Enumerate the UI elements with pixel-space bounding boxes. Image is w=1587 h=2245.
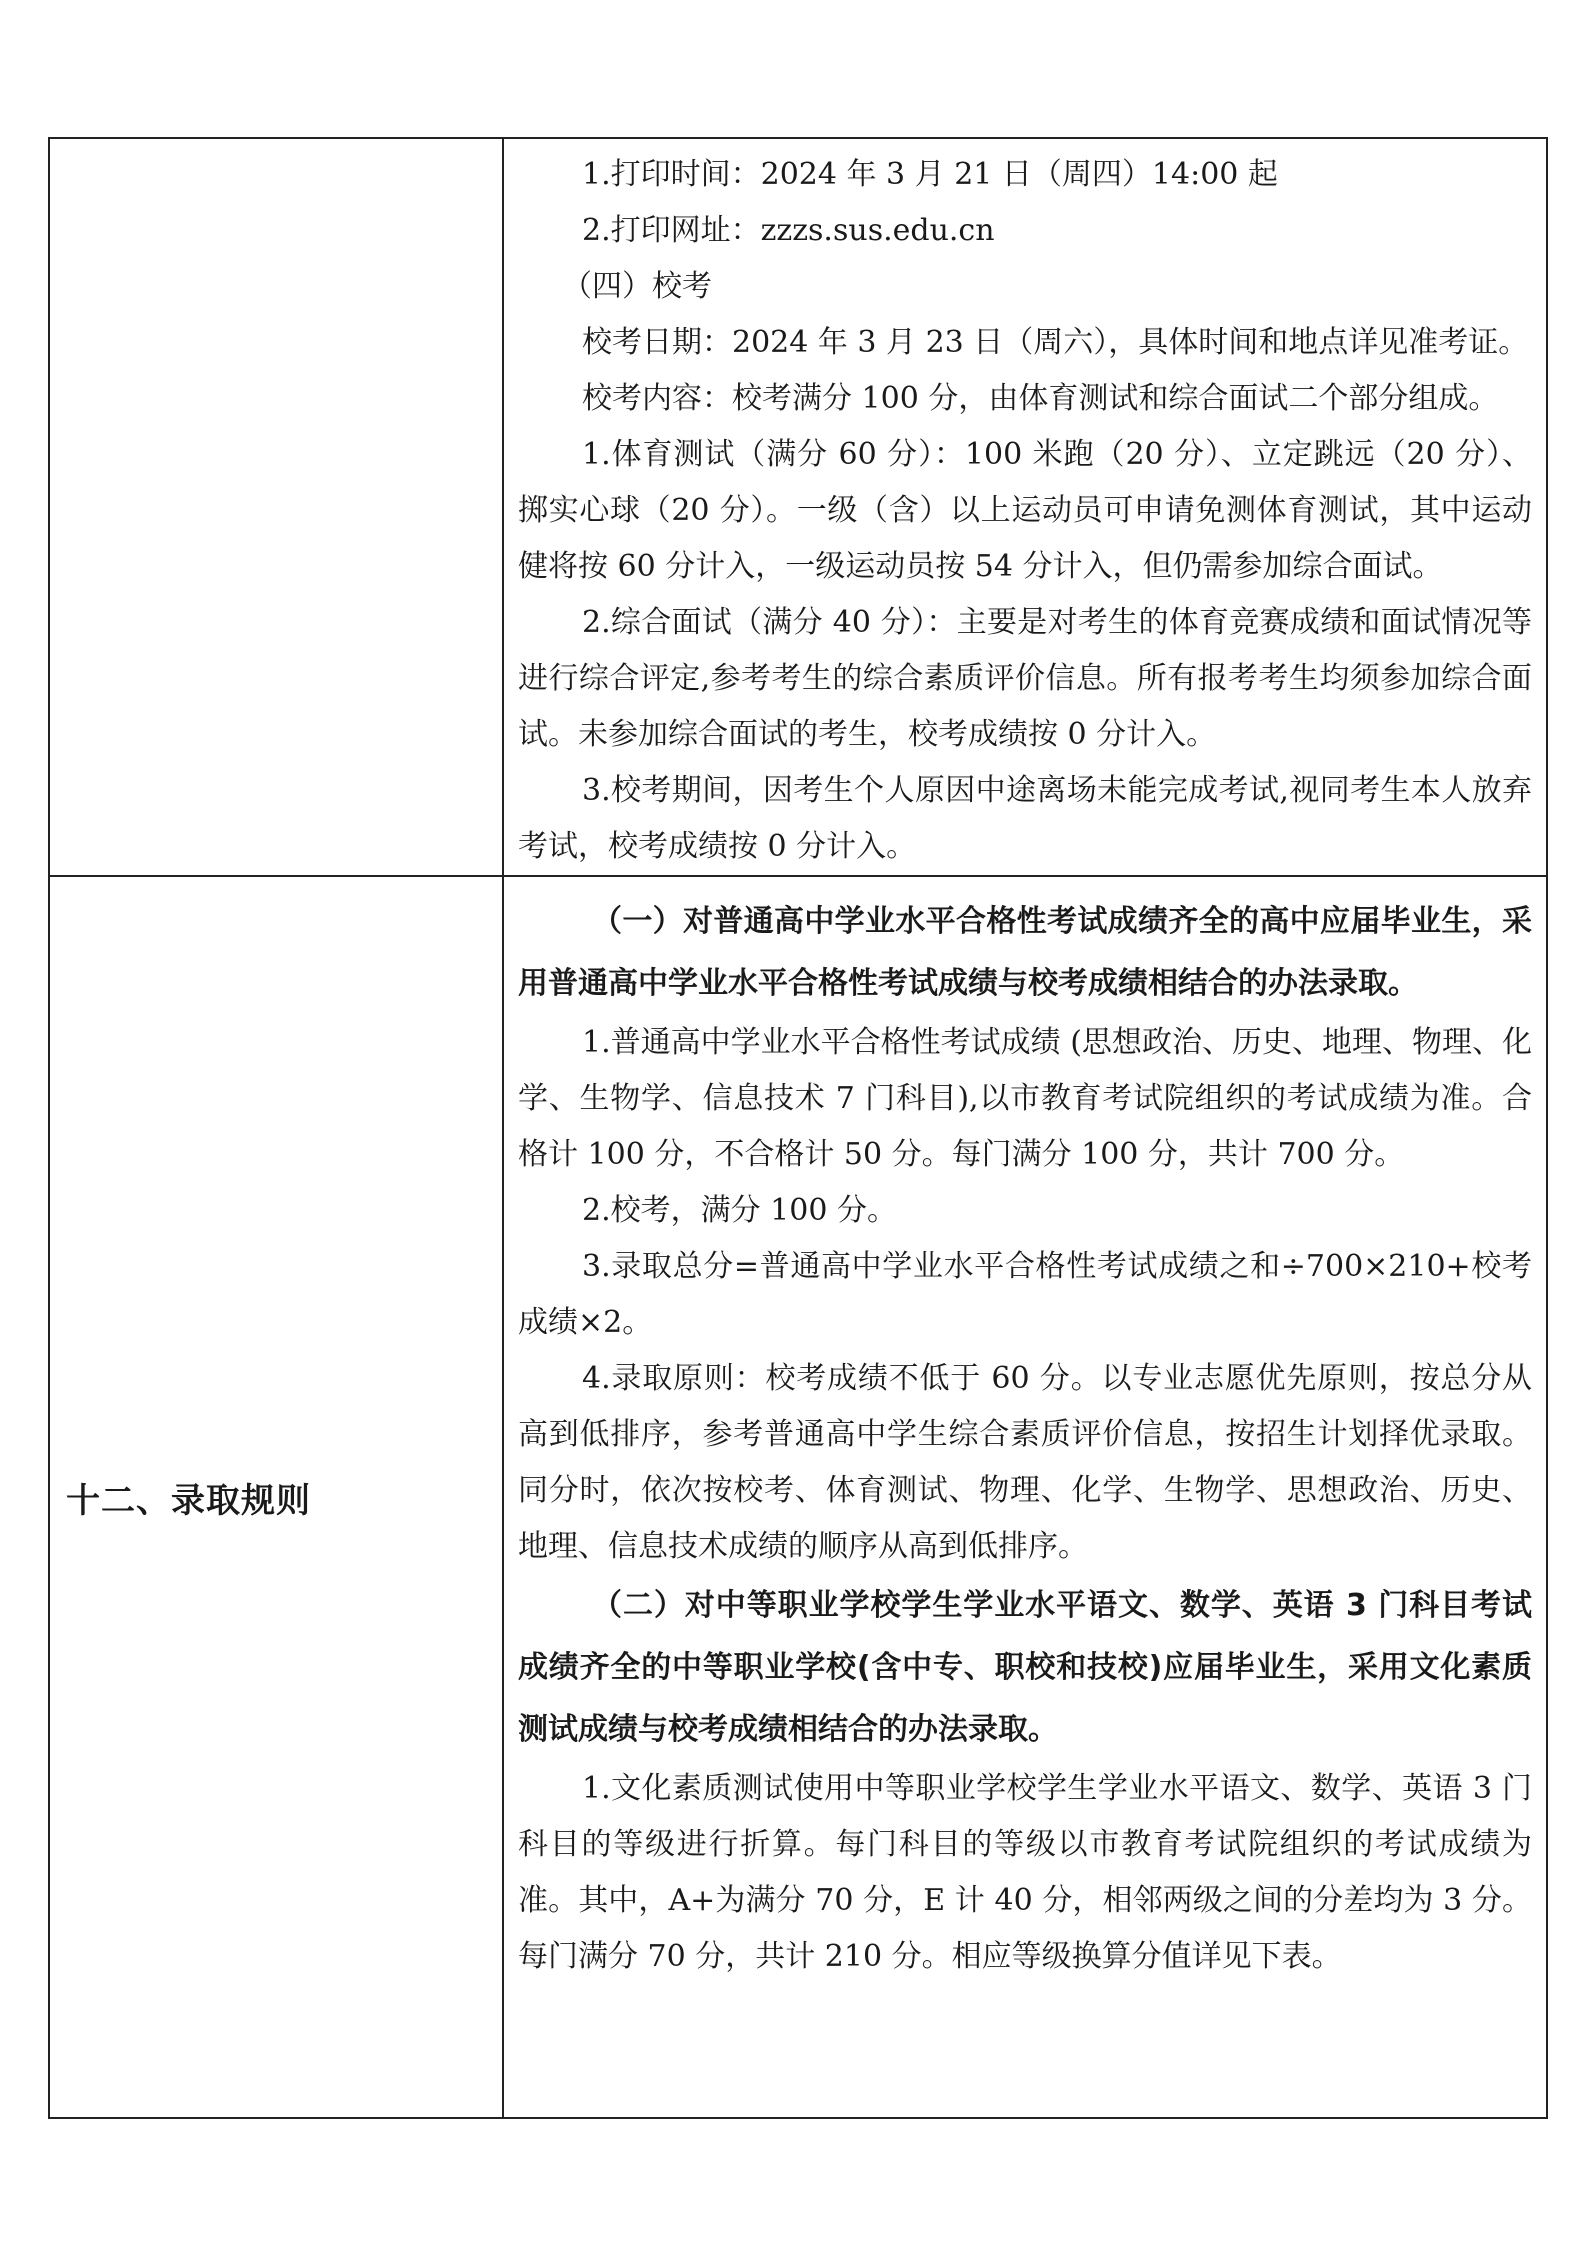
paragraph-exam-date: 校考日期：2024 年 3 月 23 日（周六），具体时间和地点详见准考证。	[582, 325, 1529, 360]
paragraph-school-exam-heading: （四）校考	[562, 269, 712, 304]
paragraph-pe-test: 1.体育测试（满分 60 分）：100 米跑（20 分）、立定跳远（20 分）、掷实心球（20 分）。一级（含）以上运动员可申请免测体育测试，其中运动健将按 60 分计入，一级运动员按 54 分计入，但仍需参加综合面试。	[518, 437, 1532, 584]
admission-table	[48, 137, 1548, 2119]
row-label-cell	[49, 138, 503, 876]
paragraph-high-school-scores: 1.普通高中学业水平合格性考试成绩 (思想政治、历史、地理、物理、化学、生物学、信息技术 7 门科目),以市教育考试院组织的考试成绩为准。合格计 100 分，不合格计 50 分。每门满分 100 分，共计 700 分。	[518, 1025, 1532, 1172]
paragraph-exam-content: 校考内容：校考满分 100 分，由体育测试和综合面试二个部分组成。	[582, 381, 1499, 416]
row-content-cell	[503, 876, 1547, 2118]
paragraph-interview: 2.综合面试（满分 40 分）：主要是对考生的体育竞赛成绩和面试情况等进行综合评定,参考考生的综合素质评价信息。所有报考考生均须参加综合面试。未参加综合面试的考生，校考成绩按 0 分计入。	[518, 605, 1532, 752]
row-label-cell	[49, 876, 503, 2118]
row-content-cell	[503, 138, 1547, 876]
table-row	[49, 138, 1547, 876]
table-row	[49, 876, 1547, 2118]
paragraph-school-exam-score: 2.校考，满分 100 分。	[582, 1193, 897, 1228]
paragraph-total-score-formula: 3.录取总分=普通高中学业水平合格性考试成绩之和÷700×210+校考成绩×2。	[518, 1249, 1532, 1340]
paragraph-print-time: 1.打印时间：2024 年 3 月 21 日（周四）14:00 起	[582, 157, 1278, 192]
paragraph-exam-leave: 3.校考期间，因考生个人原因中途离场未能完成考试,视同考生本人放弃考试，校考成绩按 0 分计入。	[518, 773, 1532, 864]
row-label-admission-rules: 十二、录取规则	[66, 1480, 311, 1521]
paragraph-cultural-test: 1.文化素质测试使用中等职业学校学生学业水平语文、数学、英语 3 门科目的等级进行折算。每门科目的等级以市教育考试院组织的考试成绩为准。其中，A+为满分 70 分，E 计 40 分，相邻两级之间的分差均为 3 分。每门满分 70 分，共计 210 分。相应等级换算分值详见下表。	[518, 1771, 1532, 1974]
heading-high-school-admission: （一）对普通高中学业水平合格性考试成绩齐全的高中应届毕业生，采用普通高中学业水平合格性考试成绩与校考成绩相结合的办法录取。	[518, 904, 1532, 1001]
paragraph-print-url: 2.打印网址：zzzs.sus.edu.cn	[582, 213, 995, 248]
heading-vocational-admission: （二）对中等职业学校学生学业水平语文、数学、英语 3 门科目考试成绩齐全的中等职业学校(含中专、职校和技校)应届毕业生，采用文化素质测试成绩与校考成绩相结合的办法录取。	[518, 1588, 1532, 1747]
paragraph-admission-principle: 4.录取原则：校考成绩不低于 60 分。以专业志愿优先原则，按总分从高到低排序，参考普通高中学生综合素质评价信息，按招生计划择优录取。同分时，依次按校考、体育测试、物理、化学、生物学、思想政治、历史、地理、信息技术成绩的顺序从高到低排序。	[518, 1361, 1532, 1564]
